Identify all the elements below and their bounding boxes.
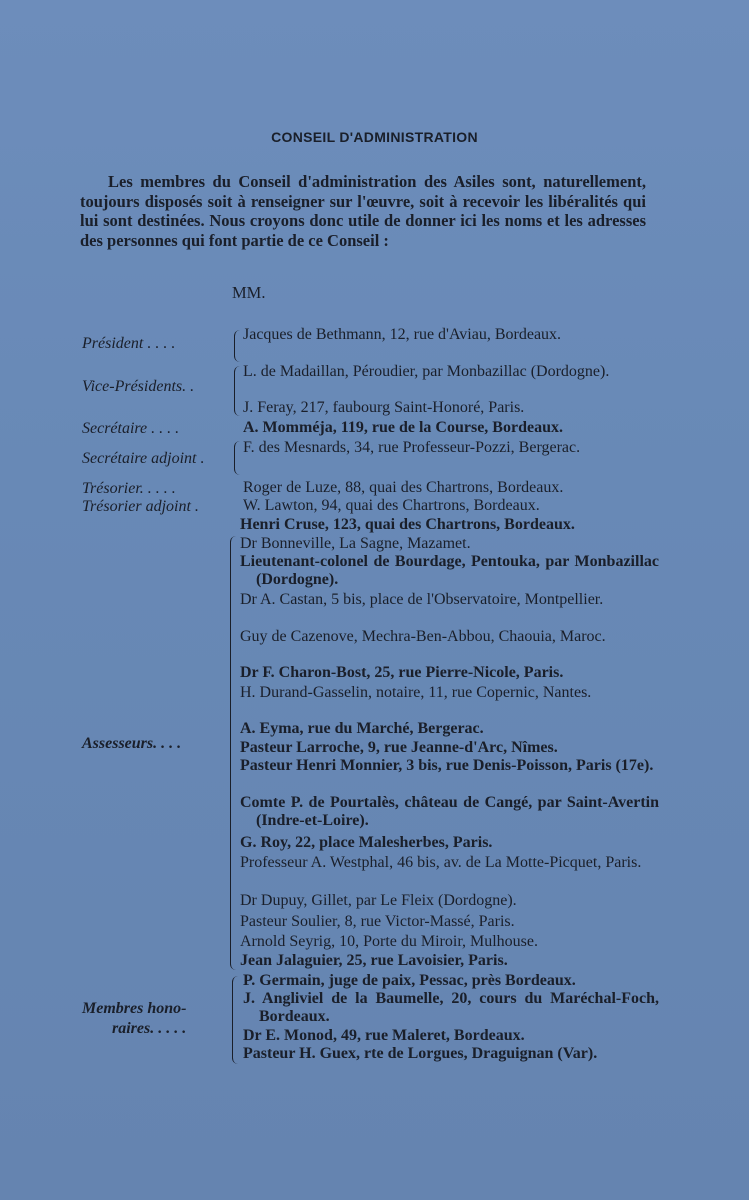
entry-vice-president-1: L. de Madaillan, Péroudier, par Monbazillac (Dordogne).	[243, 363, 610, 380]
salutation: MM.	[232, 283, 266, 302]
entry-assesseur: Professeur A. Westphal, 46 bis, av. de La Motte-Picquet, Paris.	[240, 854, 642, 871]
role-secretaire: Secrétaire . . . .	[82, 420, 180, 437]
brace-vice-presidents	[234, 366, 241, 416]
entry-assesseur: Guy de Cazenove, Mechra-Ben-Abbou, Chaouia, Maroc.	[240, 628, 606, 645]
entry-secretaire: A. Momméja, 119, rue de la Course, Bordeaux.	[243, 419, 563, 436]
entry-assesseur: Lieutenant-colonel de Bourdage, Pentouka, par Monbazillac (Dordogne).	[240, 553, 659, 588]
entry-tresorier: Roger de Luze, 88, quai des Chartrons, Bordeaux.	[243, 479, 564, 496]
intro-paragraph: Les membres du Conseil d'administration des Asiles sont, naturellement, toujours disposés soit à renseigner sur l'œuvre, soit à recevoir les libéralités qui lui sont destinées. Nous croyons donc utile de donner ici les noms et les adresses des personnes qui font partie de ce Conseil :	[80, 172, 646, 250]
entry-secretaire-adjoint: F. des Mesnards, 34, rue Professeur-Pozzi, Bergerac.	[243, 439, 581, 456]
entry-assesseur: H. Durand-Gasselin, notaire, 11, rue Copernic, Nantes.	[240, 684, 592, 701]
entry-assesseur: Pasteur Larroche, 9, rue Jeanne-d'Arc, Nîmes.	[240, 739, 558, 756]
entry-assesseur: G. Roy, 22, place Malesherbes, Paris.	[240, 834, 493, 851]
role-tresorier-adjoint: Trésorier adjoint .	[82, 498, 199, 515]
entry-assesseur: Dr A. Castan, 5 bis, place de l'Observatoire, Montpellier.	[240, 591, 604, 608]
brace-secretaire-adjoint	[234, 441, 241, 475]
entry-assesseur: Arnold Seyrig, 10, Porte du Miroir, Mulhouse.	[240, 933, 539, 950]
entry-assesseur: A. Eyma, rue du Marché, Bergerac.	[240, 720, 484, 737]
entry-membre-honoraire: Dr E. Monod, 49, rue Maleret, Bordeaux.	[243, 1027, 525, 1044]
brace-assesseurs	[230, 536, 237, 970]
brace-membres-honoraires	[232, 976, 239, 1064]
entry-membre-honoraire: J. Angliviel de la Baumelle, 20, cours du Maréchal-Foch, Bordeaux.	[243, 990, 659, 1025]
role-membres-honoraires-line1: Membres hono-	[82, 1000, 187, 1017]
entry-vice-president-2: J. Feray, 217, faubourg Saint-Honoré, Paris.	[243, 399, 525, 416]
entry-assesseur: Henri Cruse, 123, quai des Chartrons, Bordeaux.	[240, 516, 575, 533]
entry-assesseur: Pasteur Soulier, 8, rue Victor-Massé, Paris.	[240, 913, 515, 930]
role-tresorier: Trésorier. . . . .	[82, 480, 176, 497]
role-assesseurs: Assesseurs. . . .	[82, 735, 182, 752]
entry-assesseur: Dr F. Charon-Bost, 25, rue Pierre-Nicole, Paris.	[240, 664, 564, 681]
entry-president: Jacques de Bethmann, 12, rue d'Aviau, Bordeaux.	[243, 326, 562, 343]
role-president: Président . . . .	[82, 335, 176, 352]
role-vice-presidents: Vice-Présidents. .	[82, 378, 195, 395]
entry-membre-honoraire: Pasteur H. Guex, rte de Lorgues, Draguignan (Var).	[243, 1045, 598, 1062]
role-secretaire-adjoint: Secrétaire adjoint .	[82, 450, 205, 467]
entry-assesseur: Jean Jalaguier, 25, rue Lavoisier, Paris.	[240, 952, 508, 969]
entry-membre-honoraire: P. Germain, juge de paix, Pessac, près Bordeaux.	[243, 972, 576, 989]
entry-tresorier-adjoint: W. Lawton, 94, quai des Chartrons, Bordeaux.	[243, 497, 540, 514]
entry-assesseur: Dr Bonneville, La Sagne, Mazamet.	[240, 535, 471, 552]
role-membres-honoraires-line2: raires. . . . .	[112, 1020, 187, 1037]
section-title: CONSEIL D'ADMINISTRATION	[271, 129, 478, 145]
brace-president	[234, 330, 241, 362]
entry-assesseur: Dr Dupuy, Gillet, par Le Fleix (Dordogne).	[240, 892, 517, 909]
entry-assesseur: Pasteur Henri Monnier, 3 bis, rue Denis-Poisson, Paris (17e).	[240, 757, 654, 774]
entry-assesseur: Comte P. de Pourtalès, château de Cangé, par Saint-Avertin (Indre-et-Loire).	[240, 794, 659, 829]
